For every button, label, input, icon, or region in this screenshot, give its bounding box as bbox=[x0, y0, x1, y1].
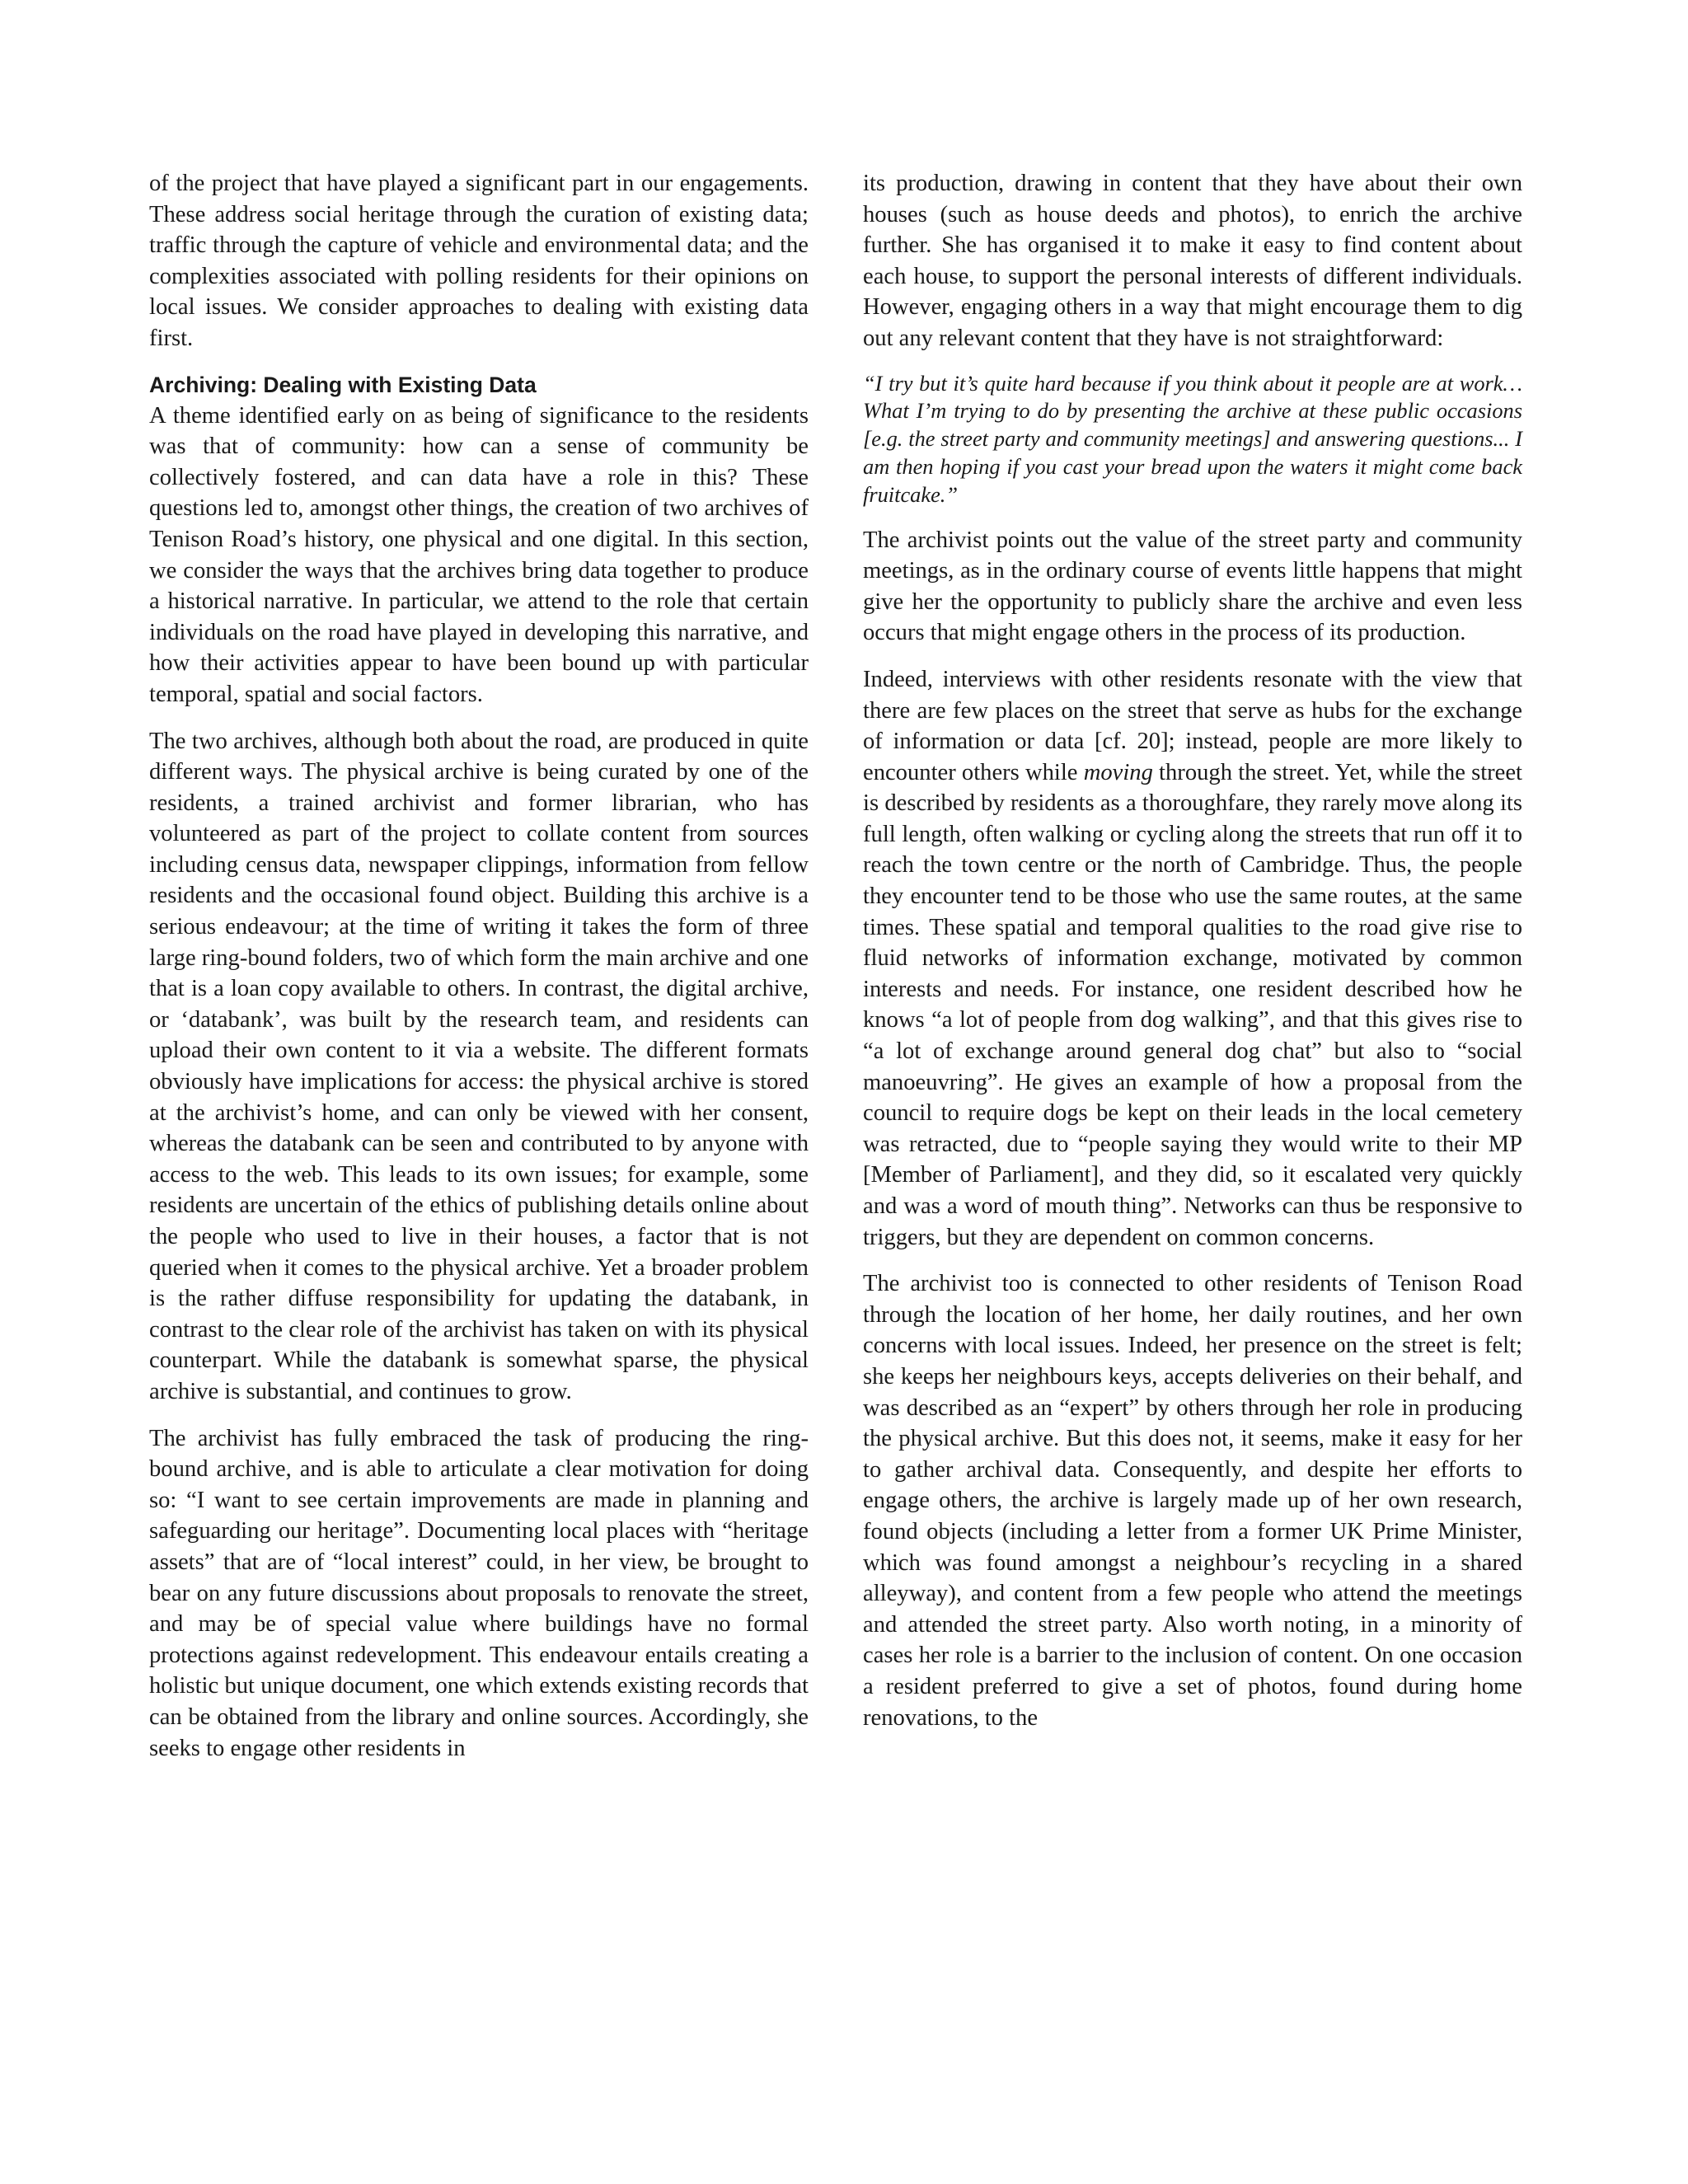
paragraph: The archivist has fully embraced the task of producing the ring-bound archive, and is able to articulate a clear motivation for doing so: “I want to see certain improvements are made in planning and safeguarding our heritage”. Documenting local places with “heritage assets” that are of “local interest” could, in her view, be brought to bear on any future discussions about proposals to renovate the street, and may be of special value where buildings have no formal protections against redevelopment. This endeavour entails creating a holistic but unique document, one which extends existing records that can be obtained from the library and online sources. Accordingly, she seeks to engage other residents in bbox=[149, 1425, 809, 1761]
emphasis: moving bbox=[1083, 759, 1153, 785]
paragraph: of the project that have played a significant part in our engagements. These address social heritage through the curation of existing data; traffic through the capture of vehicle and environmental data; and the complexities associated with polling residents for their opinions on local issues. We consider approaches to dealing with existing data first. bbox=[149, 171, 809, 351]
paragraph: The archivist points out the value of the street party and community meetings, as in the ordinary course of events little happens that might give her the opportunity to publicly share the archive and even less occurs that might engage others in the process of its production. bbox=[863, 527, 1522, 646]
right-column bbox=[863, 168, 1522, 1749]
section-heading: Archiving: Dealing with Existing Data bbox=[149, 372, 537, 397]
paragraph: A theme identified early on as being of significance to the residents was that of community: how can a sense of community be collectively fostered, and can data have a role in this? These questions led to, amongst other things, the creation of two archives of Tenison Road’s history, one physical and one digital. In this section, we consider the ways that the archives bring data together to produce a historical narrative. In particular, we attend to the role that certain individuals on the road have played in developing this narrative, and how their activities appear to have been bound up with particular temporal, spatial and social factors. bbox=[149, 402, 809, 707]
text-run: through the street. Yet, while the street is described by residents as a thoroughfare, they rarely move along its full length, often walking or cycling along the streets that run off it to reach the town centre or the north of Cambridge. Thus, the people they encounter tend to be those who use the same routes, at the same times. These spatial and temporal qualities to the road give rise to fluid networks of information exchange, motivated by common interests and needs. For instance, one resident described how he knows “a lot of people from dog walking”, and that this gives rise to “a lot of exchange around general dog chat” but also to “social manoeuvring”. He gives an example of how a proposal from the council to require dogs be kept on their leads in the local cemetery was retracted, due to “people saying they would write to their MP [Member of Parliament], and they did, so it escalated very quickly and was a word of mouth thing”. Networks can thus be responsive to triggers, but they are dependent on common concerns. bbox=[863, 759, 1522, 1250]
paragraph: The two archives, although both about the road, are produced in quite different ways. The physical archive is being curated by one of the residents, a trained archivist and former librarian, who has volunteered as part of the project to collate content from sources including census data, newspaper clippings, information from fellow residents and the occasional found object. Building this archive is a serious endeavour; at the time of writing it takes the form of three large ring-bound folders, two of which form the main archive and one that is a loan copy available to others. In contrast, the digital archive, or ‘databank’, was built by the research team, and residents can upload their own content to it via a website. The different formats obviously have implications for access: the physical archive is stored at the archivist’s home, and can only be viewed with her consent, whereas the databank can be seen and contributed to by anyone with access to the web. This leads to its own issues; for example, some residents are uncertain of the ethics of publishing details online about the people who used to live in their houses, a factor that is not queried when it comes to the physical archive. Yet a broader problem is the rather diffuse responsibility for updating the databank, in contrast to the clear role of the archivist has taken on with its physical counterpart. While the databank is somewhat sparse, the physical archive is substantial, and continues to grow. bbox=[149, 728, 809, 1404]
interview-quote: “I try but it’s quite hard because if you think about it people are at work… What I’m trying to do by presenting the archive at these public occasions [e.g. the street party and community meetings] and answering questions... I am then hoping if you cast your bread upon the waters it might come back fruitcake.” bbox=[863, 370, 1522, 507]
paragraph: its production, drawing in content that they have about their own houses (such as house deeds and photos), to enrich the archive further. She has organised it to make it easy to find content about each house, to support the personal interests of different individuals. However, engaging others in a way that might encourage them to dig out any relevant content that they have is not straightforward: bbox=[863, 171, 1522, 351]
text-run: Indeed, interviews with other residents resonate with the view that there are few places on the street that serve as hubs for the exchange of information or data [cf. 20]; instead, people are more likely to encounter others while bbox=[863, 666, 1522, 785]
left-column bbox=[149, 168, 809, 1779]
paragraph: The archivist too is connected to other residents of Tenison Road through the location of her home, her daily routines, and her own concerns with local issues. Indeed, her presence on the street is felt; she keeps her neighbours keys, accepts deliveries on their behalf, and was described as an “expert” by others through her role in producing the physical archive. But this does not, it seems, make it easy for her to gather archival data. Consequently, and despite her efforts to engage others, the archive is largely made up of her own research, found objects (including a letter from a former UK Prime Minister, which was found amongst a neighbour’s recycling in a shared alleyway), and content from a few people who attend the meetings and attended the street party. Also worth noting, in a minority of cases her role is a barrier to the inclusion of content. On one occasion a resident preferred to give a set of photos, found during home renovations, to the bbox=[863, 1271, 1522, 1731]
paragraph bbox=[863, 664, 1522, 1253]
